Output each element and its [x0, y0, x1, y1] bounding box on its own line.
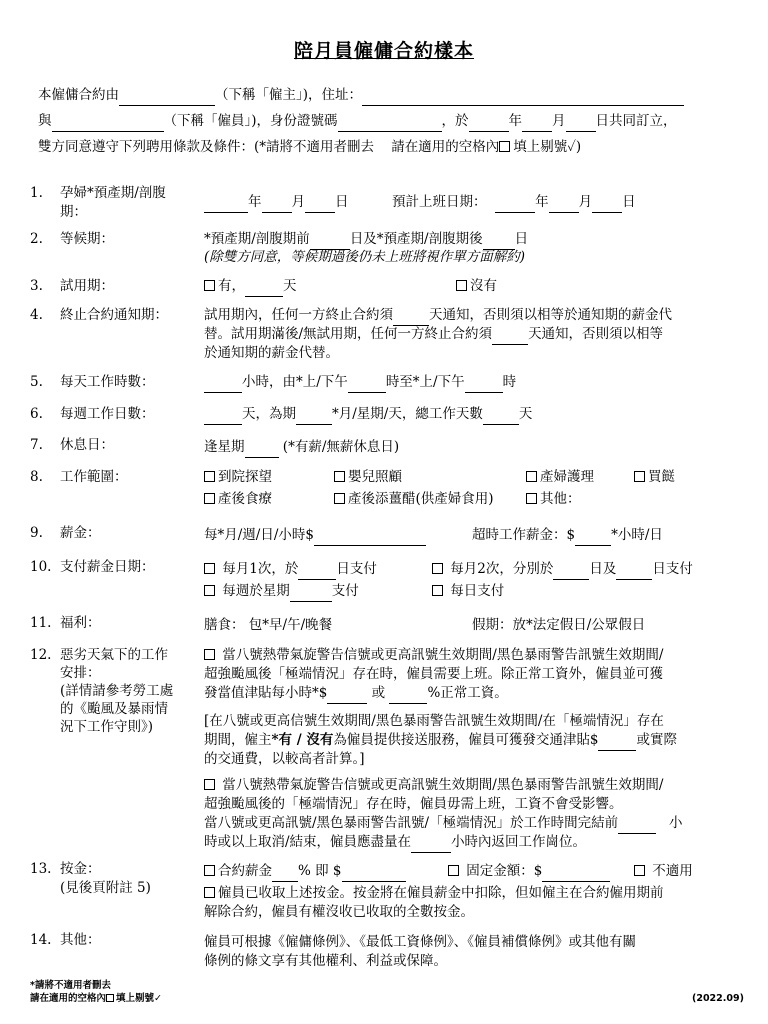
weather-p2-line-2 [204, 731, 677, 751]
notice-line-2 [204, 325, 663, 345]
item-text: 天 [518, 406, 533, 422]
item-label: 況下工作守則》) [60, 719, 154, 735]
item-text: 逢星期 [204, 439, 245, 455]
item-label: (見後頁附註 5) [60, 880, 151, 896]
item-label: 其他： [60, 932, 101, 948]
deposit-received-checkbox[interactable] [204, 887, 215, 898]
intro-text: 月 [552, 113, 566, 129]
weather-p1-line-3 [204, 684, 508, 704]
item-text: 日及*預產期/剖腹期後 [349, 231, 483, 247]
cancel-hours-field[interactable] [618, 819, 656, 834]
item-label: 終止合約通知期： [60, 307, 168, 323]
item-label: 等候期： [60, 231, 114, 247]
item-text: 天通知，否則須以相等於通知期的薪金代 [429, 307, 672, 323]
item-label: (詳情請參考勞工處 [60, 683, 174, 699]
item-number: 10. [30, 559, 52, 575]
deposit-note-line-2: 解除合約，僱員有權沒收已收取的全數按金。 [204, 904, 474, 920]
intro-line-3 [38, 138, 581, 157]
item-text: 期間，僱主 [204, 732, 272, 748]
item-text: 時至*上/下午 [385, 374, 465, 390]
intro-text: 本僱傭合約由 [38, 87, 119, 103]
intro-text: 日共同訂立， [595, 113, 677, 129]
item-label: 試用期： [60, 278, 114, 294]
start-day-field[interactable] [592, 198, 622, 213]
scope-label: 買餸 [648, 469, 675, 485]
item-text: 僱員已收取上述按金。按金將在僱員薪金中扣除，但如僱主在合約僱用期前 [218, 885, 664, 901]
item-text: 日支付 [336, 561, 377, 577]
item-text: 替。試用期滿後/無試用期，任何一方終止合約須 [204, 326, 493, 342]
item-text: 日 [335, 194, 349, 210]
scope-label: 產後添薑醋(供產婦食用) [348, 491, 494, 507]
footer-note-2 [30, 993, 162, 1005]
allowance-percent-field[interactable] [389, 689, 427, 704]
transport-allowance-field[interactable] [598, 736, 636, 751]
item-text: *有 / 沒有 [271, 732, 334, 748]
item-number: 7. [30, 437, 43, 453]
weather-p1-line-2: 超強颱風後「極端情況」存在時，僱員需要上班。除正常工資外，僱員並可獲 [204, 666, 663, 682]
probation-yes-checkbox[interactable] [204, 280, 215, 291]
pay-option-twice [432, 560, 693, 580]
pay-day-2-field[interactable] [616, 565, 652, 580]
checkbox-icon [334, 493, 345, 504]
item-number: 2. [30, 231, 43, 247]
item-text: 小時，由*上/下午 [242, 374, 348, 390]
item-label: 惡劣天氣下的工作 [60, 647, 168, 663]
rest-day-field[interactable] [245, 443, 279, 458]
pay-weekday-field[interactable] [290, 587, 332, 602]
probation-no-checkbox[interactable] [456, 280, 467, 291]
period-field[interactable] [296, 410, 332, 425]
checkbox-icon [499, 141, 510, 152]
hours-per-day-field[interactable] [204, 378, 242, 393]
pay-option-daily [432, 582, 504, 601]
total-days-field[interactable] [483, 410, 519, 425]
intro-text: （下稱「僱主」)，住址： [215, 87, 363, 103]
item-text: 小時內返回工作崗位。 [451, 834, 587, 850]
intro-line-1 [38, 86, 684, 106]
probation-no [456, 277, 497, 296]
item-label: 休息日： [60, 437, 114, 453]
item-text: 每週於星期 [222, 583, 290, 599]
item-text: % 即 $ [298, 863, 342, 879]
scope-option[interactable] [204, 468, 272, 487]
item-text: 試用期內，任何一方終止合約須 [204, 307, 393, 323]
sign-year-field[interactable] [469, 117, 509, 132]
item-text: 天通知，否則須以相等 [528, 326, 664, 342]
due-year-field[interactable] [204, 198, 248, 213]
scope-option[interactable] [526, 490, 581, 509]
checkbox-icon [204, 471, 215, 482]
intro-text: 填上剔號✓) [513, 139, 582, 155]
pay-twice-checkbox[interactable] [432, 563, 443, 574]
item-label: 期： [60, 204, 87, 220]
notice-line-3: 於通知期的薪金代替。 [204, 345, 339, 361]
item-text: 有， [218, 278, 245, 294]
checkbox-icon [334, 471, 345, 482]
employer-name-field[interactable] [119, 91, 215, 106]
deposit-na-checkbox[interactable] [634, 865, 645, 876]
footer-note-1: *請將不適用者刪去 [30, 980, 111, 991]
overtime-field[interactable] [575, 531, 611, 546]
item-label: 按金： [60, 861, 101, 877]
days-content [204, 405, 532, 425]
item-text: 每月2次，分別於 [450, 561, 554, 577]
weather-p3-line-2: 超強颱風後的「極端情況」存在時，僱員毋需上班，工資不會受影響。 [204, 796, 623, 812]
item-label: 工作範圍： [60, 469, 128, 485]
pay-daily-checkbox[interactable] [432, 585, 443, 596]
address-field[interactable] [362, 91, 684, 106]
scope-option[interactable] [334, 490, 494, 509]
holidays-text: 假期：放*法定假日/公眾假日 [472, 617, 646, 633]
pay-weekly-checkbox[interactable] [204, 585, 215, 596]
rest-day-content [204, 438, 399, 458]
scope-label: 產後食療 [218, 491, 272, 507]
sign-day-field[interactable] [566, 117, 596, 132]
item-text: 沒有 [470, 278, 497, 294]
start-year-field[interactable] [495, 198, 535, 213]
item-text: 當八號熱帶氣旋警告信號或更高訊號生效期間/黑色暴雨警告訊號生效期間/ [222, 777, 664, 793]
return-hours-field[interactable] [411, 838, 451, 853]
weather-no-work-checkbox[interactable] [204, 779, 215, 790]
scope-option[interactable] [634, 468, 675, 487]
due-day-field[interactable] [305, 198, 335, 213]
others-line-1: 僱員可根據《僱傭條例》、《最低工資條例》、《僱員補償條例》或其他有關 [204, 934, 636, 950]
item-number: 5. [30, 374, 43, 390]
probation-days-field[interactable] [245, 282, 283, 297]
item-number: 6. [30, 406, 43, 422]
weather-p1-line-1 [204, 646, 663, 665]
footer-date: (2022.09) [692, 993, 744, 1004]
days-per-week-field[interactable] [204, 410, 242, 425]
meals-text: 膳食： 包*早/午/晚餐 [204, 617, 333, 633]
notice-probation-days-field[interactable] [393, 311, 429, 326]
sign-month-field[interactable] [522, 117, 552, 132]
checkbox-icon [526, 471, 537, 482]
item-number: 14. [30, 932, 52, 948]
footer-text: 請在適用的空格內 [30, 993, 107, 1004]
item-text: 支付 [331, 583, 359, 599]
item-label: 安排： [60, 665, 101, 681]
due-month-field[interactable] [262, 198, 292, 213]
item-text: *月/星期/天，總工作天數 [332, 406, 483, 422]
others-line-2: 條例的條文享有其他權利、利益或保障。 [204, 953, 447, 969]
item-number: 1. [30, 185, 43, 201]
item-label: 的《颱風及暴雨情 [60, 701, 168, 717]
item-text: 月 [291, 194, 305, 210]
notice-days-field[interactable] [492, 330, 528, 345]
item-text: 小 [668, 815, 683, 831]
item-text: 時或以上取消/結束，僱員應盡量在 [204, 834, 412, 850]
item-text: *小時/日 [611, 527, 663, 543]
item-number: 12. [30, 647, 52, 663]
item-text: 天，為期 [242, 406, 296, 422]
item-text: 年 [248, 194, 262, 210]
item-text: 為僱員提供接送服務，僱員可獲發交通津貼$ [333, 732, 599, 748]
item-2-content [204, 230, 528, 250]
notice-line-1 [204, 306, 672, 326]
waiting-note: (除雙方同意，等候期過後仍未上班將視作單方面解約) [204, 249, 526, 265]
item-text: 月 [578, 194, 593, 210]
deposit-fixed-option [448, 862, 610, 882]
start-hour-field[interactable] [348, 378, 386, 393]
item-text: 日支付 [652, 561, 693, 577]
scope-label: 嬰兒照顧 [348, 469, 402, 485]
scope-option[interactable] [334, 468, 402, 487]
item-text: 固定金額：$ [466, 863, 543, 879]
deposit-note-line-1 [204, 884, 664, 903]
item-text: 日 [622, 194, 636, 210]
item-text: 當八號熱帶氣旋警告信號或更高訊號生效期間/黑色暴雨警告訊號生效期間/ [222, 647, 664, 663]
checkbox-icon [106, 994, 114, 1002]
item-label: 薪金： [60, 525, 101, 541]
pay-option-weekly [204, 582, 359, 602]
item-label: 孕婦*預產期/剖腹 [60, 185, 166, 201]
scope-option[interactable] [204, 490, 272, 509]
weather-p3-line-1 [204, 776, 663, 795]
pay-option-monthly [204, 560, 377, 580]
employee-name-field[interactable] [52, 117, 164, 132]
hours-content [204, 373, 516, 393]
item-text: 發當值津貼每小時*$ [204, 685, 328, 701]
item-text: 日 [514, 231, 529, 247]
intro-text: （下稱「僱員」)，身份證號碼 [163, 113, 338, 129]
item-text: 當八號或更高訊號/黑色暴雨警告訊號/「極端情況」於工作時間完結前 [204, 815, 619, 831]
footer-text: 填上剔號✓ [116, 993, 162, 1004]
weather-p3-line-3 [204, 814, 682, 834]
weather-p2-line-3: 的交通費，以較高者計算。] [204, 751, 365, 767]
end-hour-field[interactable] [465, 378, 503, 393]
scope-label: 到院探望 [218, 469, 272, 485]
intro-text: 與 [38, 113, 52, 129]
checkbox-icon [634, 471, 645, 482]
item-text: 每*月/週/日/小時$ [204, 527, 314, 543]
id-number-field[interactable] [338, 117, 442, 132]
item-number: 3. [30, 278, 43, 294]
pay-monthly-checkbox[interactable] [204, 563, 215, 574]
item-text: 每日支付 [450, 583, 505, 599]
item-text: 或 [371, 685, 386, 701]
item-text: *預產期/剖腹期前 [204, 231, 310, 247]
item-label: 支付薪金日期： [60, 559, 155, 575]
intro-text: ，於 [441, 113, 469, 129]
deposit-percent-field[interactable] [272, 867, 298, 882]
deposit-salary-option [204, 862, 406, 882]
item-label: 福利： [60, 615, 101, 631]
scope-label: 產婦護理 [540, 469, 594, 485]
weather-p3-line-4 [204, 833, 586, 853]
start-month-field[interactable] [549, 198, 579, 213]
overtime-content [472, 526, 663, 546]
salary-field[interactable] [314, 531, 426, 546]
weather-p2-line-1: [在八號或更高信號生效期間/黑色暴雨警告訊號生效期間/在「極端情況」存在 [204, 713, 664, 729]
deposit-na-option [634, 862, 693, 881]
item-label: 每天工作時數： [60, 374, 155, 390]
item-text: 不適用 [652, 863, 693, 879]
item-number: 13. [30, 861, 52, 877]
item-number: 8. [30, 469, 43, 485]
item-number: 9. [30, 525, 43, 541]
deposit-fixed-checkbox[interactable] [448, 865, 459, 876]
intro-text: 年 [508, 113, 523, 129]
item-1-start-date [392, 193, 636, 213]
item-text: 合約薪金 [218, 863, 272, 879]
checkbox-icon [204, 493, 215, 504]
intro-text: 雙方同意遵守下列聘用條款及條件：(*請將不適用者刪去 [38, 139, 375, 155]
probation-yes [204, 277, 297, 297]
weather-work-checkbox[interactable] [204, 649, 215, 660]
item-text: %正常工資。 [427, 685, 508, 701]
item-text: 時 [502, 374, 517, 390]
item-text: (*有薪/無薪休息日) [282, 439, 400, 455]
deposit-salary-checkbox[interactable] [204, 865, 215, 876]
item-number: 4. [30, 307, 43, 323]
scope-label: 其他： [540, 491, 581, 507]
intro-line-2 [38, 112, 677, 132]
item-text: 或實際 [636, 732, 677, 748]
item-text: 年 [535, 194, 549, 210]
deposit-fixed-field[interactable] [542, 867, 610, 882]
scope-option[interactable] [526, 468, 594, 487]
pay-day-1-field[interactable] [553, 565, 589, 580]
allowance-amount-field[interactable] [327, 689, 367, 704]
item-text: 超時工作薪金：$ [472, 527, 576, 543]
item-text: 日及 [589, 561, 617, 577]
item-number: 11. [30, 615, 52, 631]
item-1-content [204, 193, 349, 213]
item-text: 天 [283, 278, 297, 294]
deposit-amount-field[interactable] [342, 867, 406, 882]
pay-day-field[interactable] [298, 565, 336, 580]
item-text: 每月1次，於 [222, 561, 299, 577]
salary-content [204, 526, 426, 546]
page-title: 陪月員僱傭合約樣本 [293, 40, 474, 62]
intro-text: 請在適用的空格內 [391, 139, 500, 155]
item-text: 預計上班日期： [392, 194, 487, 210]
checkbox-icon [526, 493, 537, 504]
item-label: 每週工作日數： [60, 406, 155, 422]
